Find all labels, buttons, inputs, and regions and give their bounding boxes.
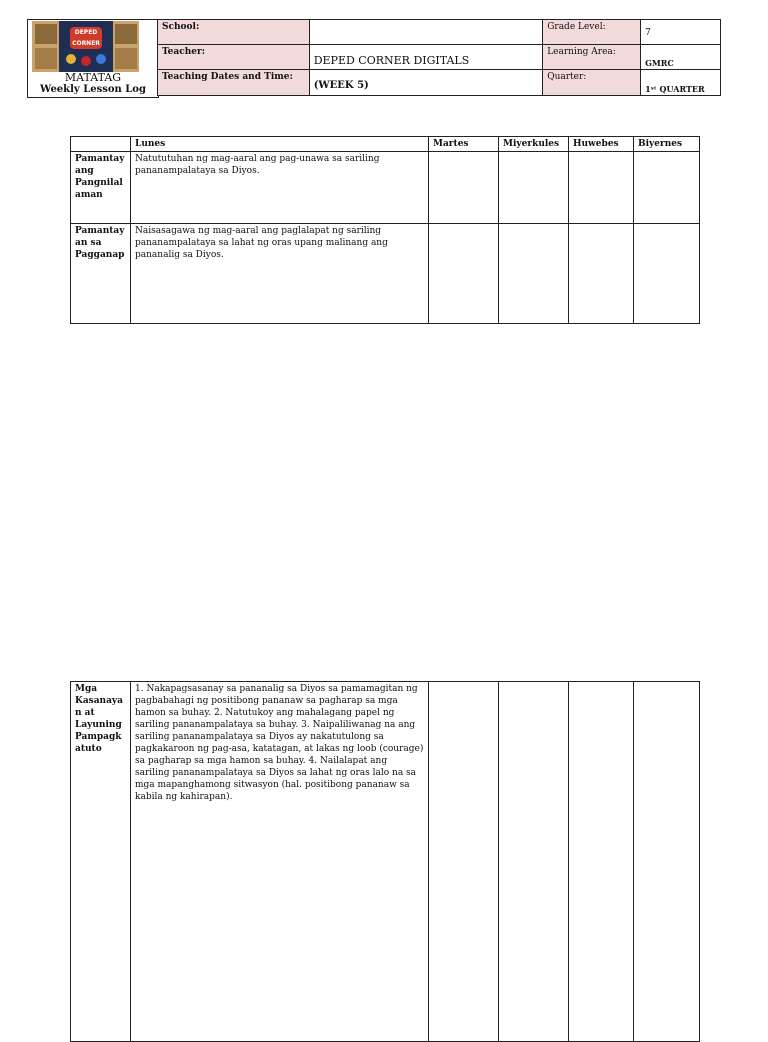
grade-label: Grade Level: bbox=[547, 22, 606, 32]
empty-cell bbox=[634, 152, 700, 224]
day-header-miyerkules: Miyerkules bbox=[499, 137, 569, 152]
logo-pattern-bottom-right bbox=[115, 48, 137, 69]
logo-pattern-top-right bbox=[115, 24, 137, 44]
row-label-pangnilalaman: Pamantay ang Pangnilal aman bbox=[71, 152, 131, 224]
area-label: Learning Area: bbox=[547, 47, 616, 57]
empty-cell bbox=[429, 224, 499, 324]
area-value-cell bbox=[641, 45, 721, 70]
area-label-cell bbox=[543, 45, 641, 70]
logo-pattern-bottom-left bbox=[35, 48, 57, 69]
lesson-log-header bbox=[27, 19, 721, 98]
grade-label-cell bbox=[543, 20, 641, 45]
dates-label: Teaching Dates and Time: bbox=[162, 72, 293, 82]
lesson-table-standards bbox=[70, 136, 700, 324]
empty-cell bbox=[569, 224, 634, 324]
school-label: School: bbox=[162, 22, 200, 32]
dates-value-cell bbox=[309, 70, 543, 96]
dates-label-cell bbox=[158, 70, 310, 96]
grade-value-cell bbox=[641, 20, 721, 45]
empty-cell bbox=[499, 682, 569, 1042]
day-header-biyernes: Biyernes bbox=[634, 137, 700, 152]
teacher-label-cell bbox=[158, 45, 310, 70]
quarter-label: Quarter: bbox=[547, 72, 587, 82]
teacher-value-cell bbox=[309, 45, 543, 70]
empty-cell bbox=[499, 152, 569, 224]
row-label-pagganap: Pamantay an sa Pagganap bbox=[71, 224, 131, 324]
day-header-huwebes: Huwebes bbox=[569, 137, 634, 152]
day-header-lunes: Lunes bbox=[131, 137, 429, 152]
matatag-logo-image bbox=[32, 21, 139, 72]
school-value-cell bbox=[309, 20, 543, 45]
empty-cell bbox=[634, 682, 700, 1042]
corner-header-cell bbox=[71, 137, 131, 152]
logo-badge: DEPED CORNER bbox=[70, 27, 102, 49]
quarter-value: 1ˢᵗ QUARTER bbox=[645, 84, 705, 94]
empty-cell bbox=[429, 152, 499, 224]
row-content-pangnilalaman: Natututuhan ng mag-aaral ang pag-unawa sa sariling pananampalataya sa Diyos. bbox=[131, 152, 429, 224]
logo-dot-yellow bbox=[66, 54, 76, 64]
quarter-label-cell bbox=[543, 70, 641, 96]
dates-value: (WEEK 5) bbox=[313, 80, 369, 91]
teacher-value: DEPED CORNER DIGITALS bbox=[313, 54, 470, 67]
row-content-kasanayan: 1. Nakapagsasanay sa pananalig sa Diyos sa pamamagitan ng pagbabahagi ng positibong pananaw sa pagharap sa mga hamon sa buhay. 2. Natutukoy ang mahalagang papel ng sariling pananampalataya sa buhay. 3. Naipaliliwanag na ang sariling pananampalataya sa Diyos ay nakatutulong sa pagkakaroon ng pag-asa, katatagan, at lakas ng loob (courage) sa pagharap sa mga hamon sa buhay. 4. Nailalapat ang sariling pananampalataya sa Diyos sa lahat ng oras lalo na sa mga mapanghamong sitwasyon (hal. positibong pananaw sa kabila ng kahirapan). bbox=[131, 682, 429, 1042]
empty-cell bbox=[429, 682, 499, 1042]
logo-pattern-top-left bbox=[35, 24, 57, 44]
logo-dot-blue bbox=[96, 54, 106, 64]
lesson-table-objectives bbox=[70, 681, 700, 1042]
row-content-pagganap: Naisasagawa ng mag-aaral ang paglalapat ng sariling pananampalataya sa lahat ng oras upang malinang ang pananalig sa Diyos. bbox=[131, 224, 429, 324]
quarter-value-cell bbox=[641, 70, 721, 96]
logo-subtitle: Weekly Lesson Log bbox=[40, 84, 146, 95]
empty-cell bbox=[634, 224, 700, 324]
school-label-cell bbox=[158, 20, 310, 45]
header-info-table bbox=[157, 19, 721, 96]
area-value: GMRC bbox=[645, 58, 674, 68]
row-label-kasanayan: Mga Kasanaya n at Layuning Pampagk atuto bbox=[71, 682, 131, 1042]
grade-value: 7 bbox=[645, 28, 651, 38]
school-value bbox=[314, 20, 539, 29]
logo-title: MATATAG bbox=[64, 71, 122, 84]
empty-cell bbox=[569, 152, 634, 224]
day-header-martes: Martes bbox=[429, 137, 499, 152]
logo-cell bbox=[27, 19, 159, 98]
empty-cell bbox=[569, 682, 634, 1042]
empty-cell bbox=[499, 224, 569, 324]
logo-dot-red bbox=[81, 56, 91, 66]
teacher-label: Teacher: bbox=[162, 47, 206, 57]
